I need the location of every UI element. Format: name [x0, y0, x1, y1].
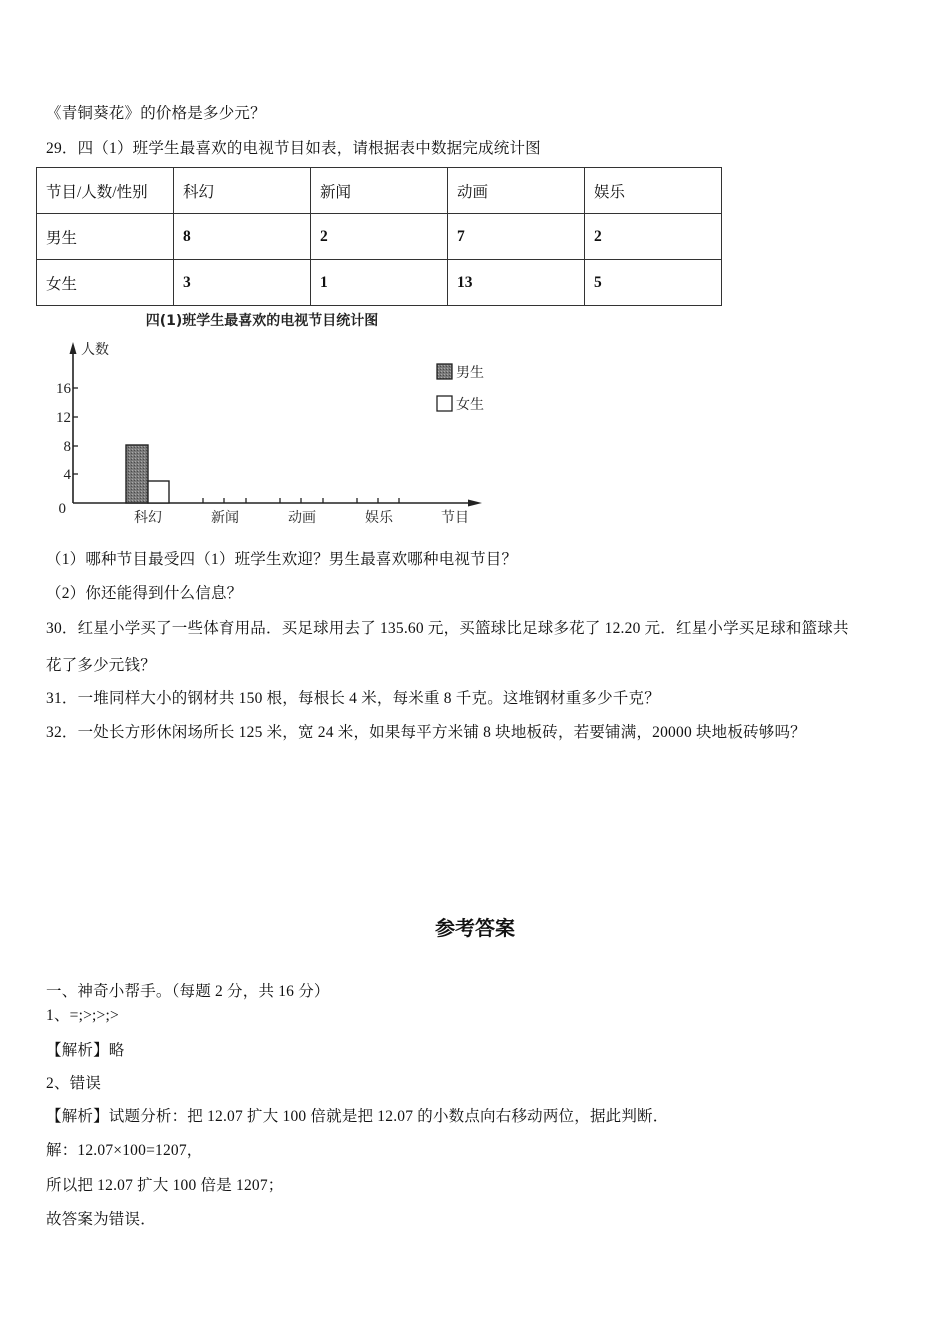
table-cell: 2	[311, 214, 448, 260]
x-axis-arrow-icon	[468, 500, 482, 507]
answer-1: 1、=;>;>;>	[46, 1007, 119, 1024]
answer-2-so: 所以把 12.07 扩大 100 倍是 1207；	[46, 1177, 284, 1194]
x-label-entertainment: 娱乐	[365, 510, 393, 526]
table-cell: 1	[311, 260, 448, 306]
chart-title: 四(1)班学生最喜欢的电视节目统计图	[145, 313, 379, 329]
y-tick-0: 0	[58, 501, 66, 517]
table-header-cell: 节目/人数/性别	[37, 168, 174, 214]
table-cell: 13	[448, 260, 585, 306]
answer-2-conclusion: 故答案为错误．	[46, 1211, 156, 1228]
row-label: 女生	[37, 260, 174, 306]
bar-chart	[36, 308, 506, 533]
table-cell: 7	[448, 214, 585, 260]
row-label: 男生	[37, 214, 174, 260]
table-cell: 2	[585, 214, 722, 260]
table-header-cell: 动画	[448, 168, 585, 214]
x-axis-label: 节目	[441, 510, 469, 526]
table-row	[37, 260, 722, 306]
answer-2: 2、错误	[46, 1075, 102, 1092]
x-label-scifi: 科幻	[134, 510, 162, 526]
bar-girls-scifi	[148, 481, 169, 503]
table-header-row	[37, 168, 722, 214]
legend-girls-swatch	[437, 396, 452, 411]
y-tick-16: 16	[56, 381, 71, 397]
question-30-line2: 花了多少元钱？	[46, 657, 156, 674]
question-30-line1: 30．红星小学买了一些体育用品．买足球用去了 135.60 元，买篮球比足球多花了 12.20 元．红星小学买足球和篮球共	[46, 620, 849, 637]
y-axis-arrow-icon	[70, 342, 77, 354]
table-header-cell: 娱乐	[585, 168, 722, 214]
answer-2-analysis: 【解析】试题分析：把 12.07 扩大 100 倍就是把 12.07 的小数点向右移动两位，据此判断．	[46, 1108, 669, 1125]
answer-title: 参考答案	[435, 916, 515, 940]
table-cell: 3	[174, 260, 311, 306]
y-tick-8: 8	[63, 439, 71, 455]
table-header-cell: 科幻	[174, 168, 311, 214]
y-tick-4: 4	[63, 467, 71, 483]
legend-girls-label: 女生	[456, 397, 484, 413]
table-cell: 8	[174, 214, 311, 260]
x-label-news: 新闻	[211, 510, 239, 526]
bar-boys-scifi	[126, 445, 148, 503]
answer-2-solution: 解：12.07×100=1207，	[46, 1142, 203, 1159]
tv-program-table	[36, 167, 722, 306]
question-29-sub1: （1）哪种节目最受四（1）班学生欢迎？男生最喜欢哪种电视节目？	[46, 551, 518, 568]
table-header-cell: 新闻	[311, 168, 448, 214]
question-31: 31．一堆同样大小的钢材共 150 根，每根长 4 米，每米重 8 千克。这堆钢材重多少千克？	[46, 690, 660, 707]
question-29-sub2: （2）你还能得到什么信息？	[46, 585, 243, 602]
question-28-tail: 《青铜葵花》的价格是多少元？	[46, 105, 266, 122]
question-29-title: 29．四（1）班学生最喜欢的电视节目如表，请根据表中数据完成统计图	[46, 140, 541, 157]
section-1-heading: 一、神奇小帮手。（每题 2 分，共 16 分）	[46, 983, 330, 1000]
legend-boys-swatch	[437, 364, 452, 379]
table-cell: 5	[585, 260, 722, 306]
y-tick-12: 12	[56, 410, 71, 426]
legend-boys-label: 男生	[456, 365, 484, 381]
answer-1-analysis: 【解析】略	[46, 1042, 125, 1059]
table-row	[37, 214, 722, 260]
y-axis-label: 人数	[81, 342, 109, 358]
x-label-animation: 动画	[288, 510, 316, 526]
question-32: 32．一处长方形休闲场所长 125 米，宽 24 米，如果每平方米铺 8 块地板砖，若要铺满，20000 块地板砖够吗？	[46, 724, 806, 741]
